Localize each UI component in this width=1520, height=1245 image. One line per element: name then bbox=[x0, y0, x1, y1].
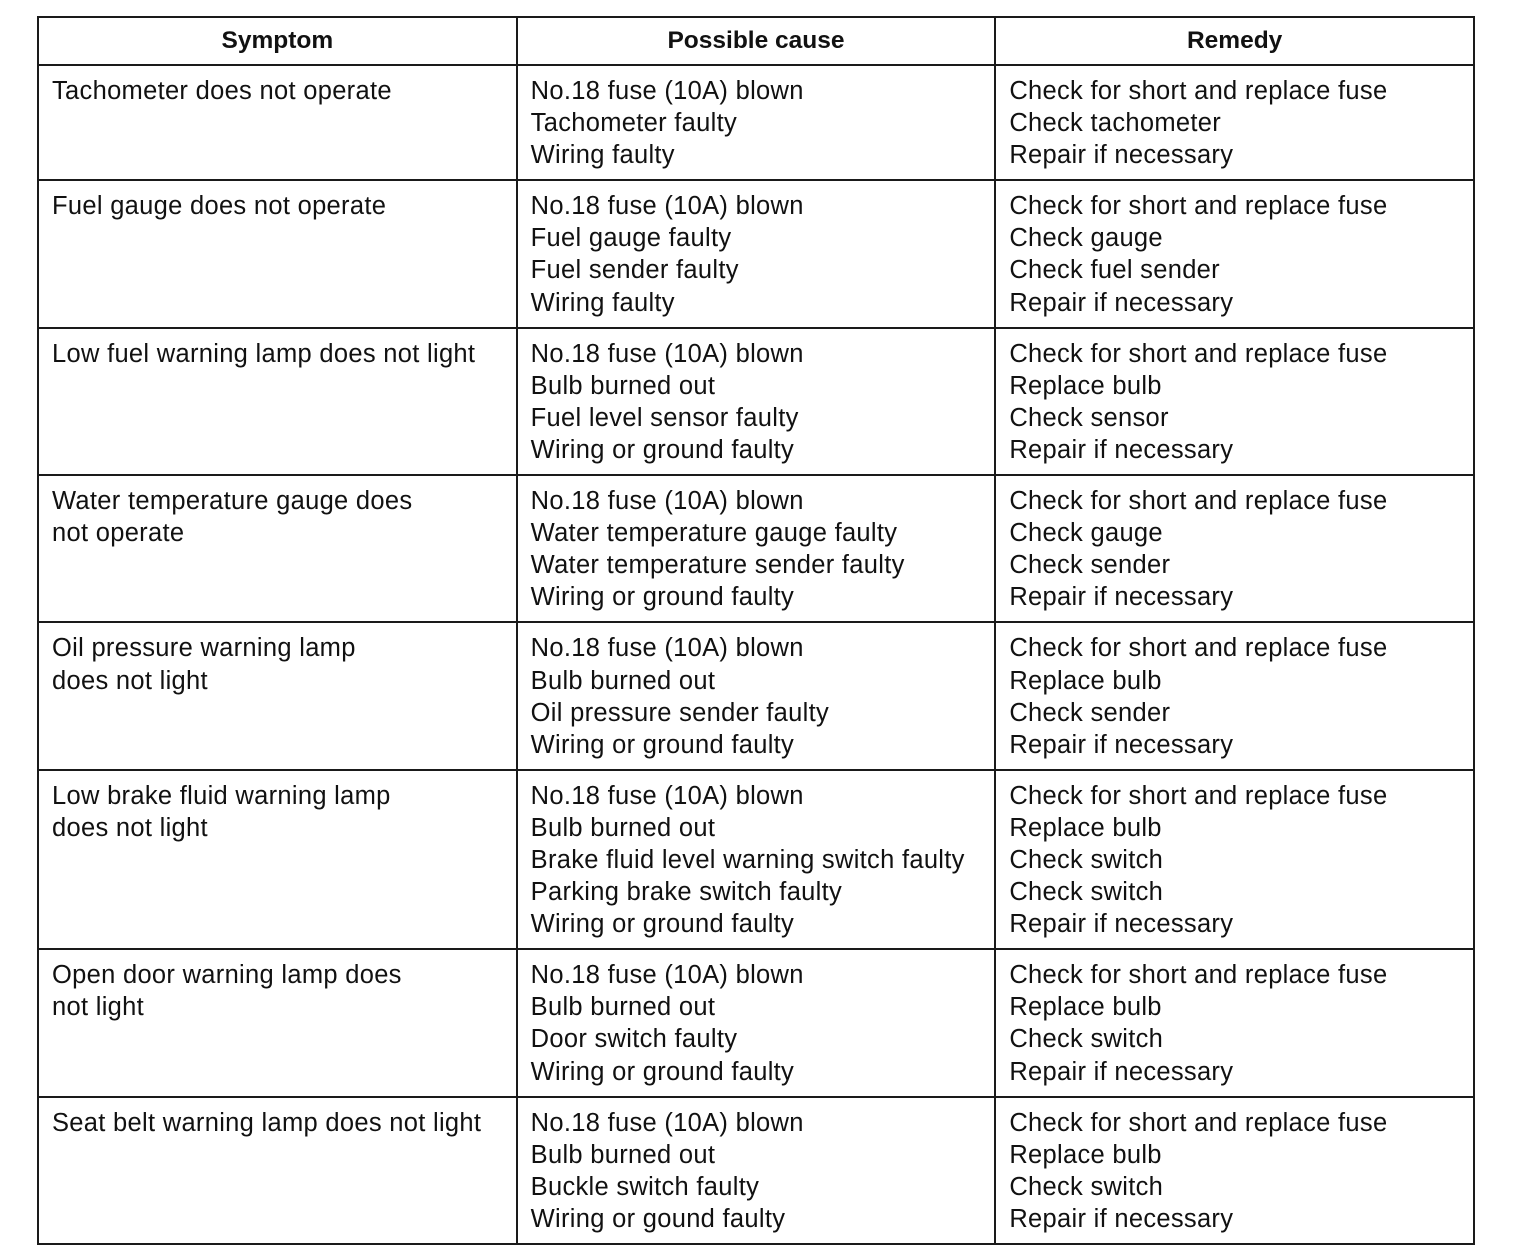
symptom-cell bbox=[38, 770, 517, 949]
table-row bbox=[38, 949, 1474, 1096]
header-remedy: Remedy bbox=[995, 17, 1474, 65]
remedy-item: Check for short and replace fuse bbox=[1009, 1108, 1388, 1137]
remedy-item: Repair if necessary bbox=[1009, 1204, 1234, 1233]
remedy-item: Check gauge bbox=[1009, 519, 1163, 548]
header-symptom: Symptom bbox=[38, 17, 517, 65]
possible-cause-item: Wiring or ground faulty bbox=[530, 435, 795, 464]
remedy-item: Check sensor bbox=[1009, 403, 1169, 432]
table-row bbox=[38, 180, 1474, 327]
possible-cause-item: No.18 fuse (10A) blown bbox=[530, 781, 804, 810]
possible-cause-item: Fuel gauge faulty bbox=[530, 224, 732, 253]
symptom-cell bbox=[38, 180, 517, 327]
symptom-cell bbox=[38, 328, 517, 475]
possible-cause-item: Door switch faulty bbox=[530, 1025, 738, 1054]
remedy-item: Check switch bbox=[1009, 878, 1164, 907]
remedy-item: Repair if necessary bbox=[1009, 583, 1234, 612]
possible-cause-item: Wiring faulty bbox=[530, 141, 675, 170]
symptom-cell bbox=[38, 65, 517, 180]
possible-cause-item: Fuel sender faulty bbox=[530, 256, 739, 285]
remedy-item: Check for short and replace fuse bbox=[1009, 634, 1388, 663]
symptom-cell bbox=[38, 622, 517, 769]
remedy-item: Repair if necessary bbox=[1009, 910, 1234, 939]
remedy-cell bbox=[995, 1097, 1474, 1244]
possible-cause-item: Buckle switch faulty bbox=[530, 1172, 760, 1201]
remedy-item: Repair if necessary bbox=[1009, 435, 1234, 464]
possible-cause-cell bbox=[517, 65, 996, 180]
table-row bbox=[38, 770, 1474, 949]
possible-cause-item: Fuel level sensor faulty bbox=[530, 403, 799, 432]
possible-cause-item: No.18 fuse (10A) blown bbox=[530, 961, 804, 990]
table-row bbox=[38, 622, 1474, 769]
symptom-text: Tachometer does not operate bbox=[52, 77, 392, 105]
remedy-cell bbox=[995, 770, 1474, 949]
remedy-item: Check gauge bbox=[1009, 224, 1163, 253]
possible-cause-cell bbox=[517, 328, 996, 475]
possible-cause-item: Bulb burned out bbox=[530, 1140, 716, 1169]
table-row bbox=[38, 328, 1474, 475]
troubleshooting-table-container bbox=[37, 16, 1475, 1245]
remedy-cell bbox=[995, 65, 1474, 180]
remedy-item: Repair if necessary bbox=[1009, 288, 1234, 317]
remedy-item: Check for short and replace fuse bbox=[1009, 781, 1388, 810]
symptom-text: Low brake fluid warning lamp does not light bbox=[52, 781, 391, 842]
possible-cause-cell bbox=[517, 180, 996, 327]
possible-cause-item: Wiring or ground faulty bbox=[530, 910, 795, 939]
remedy-item: Replace bulb bbox=[1009, 993, 1162, 1022]
remedy-item: Replace bulb bbox=[1009, 371, 1162, 400]
symptom-cell bbox=[38, 1097, 517, 1244]
remedy-item: Check sender bbox=[1009, 698, 1171, 727]
symptom-text: Oil pressure warning lamp does not light bbox=[52, 634, 356, 695]
table-body bbox=[38, 65, 1474, 1244]
remedy-item: Check switch bbox=[1009, 1172, 1164, 1201]
possible-cause-item: Water temperature gauge faulty bbox=[530, 519, 898, 548]
symptom-cell bbox=[38, 949, 517, 1096]
possible-cause-item: No.18 fuse (10A) blown bbox=[530, 339, 804, 368]
possible-cause-item: Wiring faulty bbox=[530, 288, 675, 317]
remedy-item: Repair if necessary bbox=[1009, 141, 1234, 170]
table-row bbox=[38, 1097, 1474, 1244]
header-row bbox=[38, 17, 1474, 65]
remedy-item: Check for short and replace fuse bbox=[1009, 961, 1388, 990]
possible-cause-item: Tachometer faulty bbox=[530, 109, 738, 138]
possible-cause-item: Wiring or ground faulty bbox=[530, 583, 795, 612]
possible-cause-item: Bulb burned out bbox=[530, 813, 716, 842]
remedy-cell bbox=[995, 180, 1474, 327]
possible-cause-item: Bulb burned out bbox=[530, 666, 716, 695]
possible-cause-item: Brake fluid level warning switch faulty bbox=[530, 845, 965, 874]
remedy-item: Replace bulb bbox=[1009, 1140, 1162, 1169]
symptom-text: Fuel gauge does not operate bbox=[52, 192, 387, 221]
remedy-item: Repair if necessary bbox=[1009, 730, 1234, 759]
possible-cause-item: No.18 fuse (10A) blown bbox=[530, 1108, 804, 1137]
remedy-item: Replace bulb bbox=[1009, 666, 1162, 695]
possible-cause-item: Wiring or ground faulty bbox=[530, 730, 795, 759]
symptom-text: Open door warning lamp does not light bbox=[52, 961, 402, 1022]
possible-cause-item: Wiring or gound faulty bbox=[530, 1204, 786, 1233]
possible-cause-item: Water temperature sender faulty bbox=[530, 551, 905, 580]
remedy-item: Check switch bbox=[1009, 1025, 1164, 1054]
troubleshooting-table bbox=[37, 16, 1475, 1245]
remedy-cell bbox=[995, 328, 1474, 475]
possible-cause-item: No.18 fuse (10A) blown bbox=[530, 77, 804, 105]
symptom-text: Low fuel warning lamp does not light bbox=[52, 339, 476, 368]
possible-cause-cell bbox=[517, 475, 996, 622]
possible-cause-item: No.18 fuse (10A) blown bbox=[530, 634, 804, 663]
remedy-item: Check for short and replace fuse bbox=[1009, 192, 1388, 221]
remedy-item: Check for short and replace fuse bbox=[1009, 339, 1388, 368]
remedy-item: Replace bulb bbox=[1009, 813, 1162, 842]
possible-cause-item: Wiring or ground faulty bbox=[530, 1057, 795, 1086]
remedy-item: Check sender bbox=[1009, 551, 1171, 580]
table-row bbox=[38, 475, 1474, 622]
possible-cause-item: No.18 fuse (10A) blown bbox=[530, 192, 804, 221]
remedy-cell bbox=[995, 949, 1474, 1096]
possible-cause-item: Bulb burned out bbox=[530, 371, 716, 400]
possible-cause-item: No.18 fuse (10A) blown bbox=[530, 487, 804, 516]
remedy-cell bbox=[995, 475, 1474, 622]
remedy-item: Check fuel sender bbox=[1009, 256, 1220, 285]
remedy-item: Check for short and replace fuse bbox=[1009, 77, 1388, 105]
possible-cause-cell bbox=[517, 770, 996, 949]
symptom-cell bbox=[38, 475, 517, 622]
header-possible-cause: Possible cause bbox=[517, 17, 996, 65]
symptom-text: Water temperature gauge does not operate bbox=[52, 487, 413, 548]
table-row bbox=[38, 65, 1474, 180]
possible-cause-cell bbox=[517, 622, 996, 769]
remedy-item: Repair if necessary bbox=[1009, 1057, 1234, 1086]
remedy-item: Check switch bbox=[1009, 845, 1164, 874]
possible-cause-cell bbox=[517, 1097, 996, 1244]
possible-cause-item: Bulb burned out bbox=[530, 993, 716, 1022]
possible-cause-item: Parking brake switch faulty bbox=[530, 878, 843, 907]
possible-cause-item: Oil pressure sender faulty bbox=[530, 698, 830, 727]
remedy-item: Check for short and replace fuse bbox=[1009, 487, 1388, 516]
remedy-cell bbox=[995, 622, 1474, 769]
possible-cause-cell bbox=[517, 949, 996, 1096]
remedy-item: Check tachometer bbox=[1009, 109, 1222, 138]
symptom-text: Seat belt warning lamp does not light bbox=[52, 1108, 482, 1137]
